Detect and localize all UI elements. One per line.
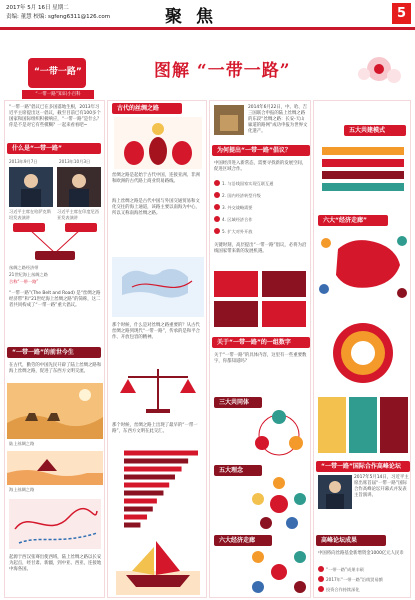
intro-text: “一带一路”倡议已在多国落地生根，2013年习近平主席提出这一倡议，截至目前已有100多个国家和国际组织积极响应，“一带一路”是什么？你是不是对它有些模糊？一起来看看吧~ xyxy=(9,105,102,128)
trade-goods-illustration xyxy=(114,117,202,169)
landmark-photo-strip xyxy=(318,397,408,453)
heritage-photo xyxy=(214,105,244,135)
reason-2: 2. 国内经济转型升级 xyxy=(222,193,261,198)
chart-bar xyxy=(124,459,188,464)
route-text: 起源于西汉张骞出使西域，陆上丝绸之路以长安为起点，经甘肃、新疆，到中亚、西亚，连接地中海各国。 xyxy=(9,555,102,572)
numbers-heading: 关于“一带一路”的一组数字 xyxy=(212,337,310,348)
land-route-caption: 陆上丝绸之路 xyxy=(9,441,35,446)
badge-ribbon: “一带一路”知识小百科 xyxy=(22,90,94,99)
badge-label: “一带一路” xyxy=(34,67,82,77)
caption-right: 习近平主席在印度尼西亚发表演讲 xyxy=(57,209,99,220)
chart-bar xyxy=(124,515,147,520)
forum-text: 2017年5月14日，习近平主席出席首届“一带一路”国际合作高峰论坛开幕式并发表主旨演讲。 xyxy=(354,475,409,498)
caption-left: 习近平主席在哈萨克斯坦发表演讲 xyxy=(9,209,51,220)
forum-photo xyxy=(318,475,352,509)
road-label: 21世纪海上丝绸之路 xyxy=(9,272,48,277)
forum-heading: “一带一路”国际合作高峰论坛 xyxy=(316,461,410,472)
reason-3: 3. 外交战略需要 xyxy=(222,205,253,210)
china-map-corridors xyxy=(318,229,408,305)
page-number: 5 xyxy=(392,3,411,24)
five-goals-diagram xyxy=(318,141,408,199)
corridor-donut-chart xyxy=(318,313,408,393)
past-present-heading: “一带一路”的前世今生 xyxy=(7,347,101,358)
definition-text: “一带一路”(The Belt and Road) 是“丝绸之路经济带”和“21世纪海上丝绸之路”的简称，这二者共同构成了“一带一路”重大倡议。 xyxy=(9,291,101,308)
corridor-heading: 六大“经济走廊” xyxy=(318,215,388,226)
bullet-icon xyxy=(214,192,220,198)
bullet-icon xyxy=(318,576,324,582)
bullet-icon xyxy=(318,586,324,592)
community-diagram xyxy=(250,409,308,461)
ancient-silk-road-heading: 古代的丝绸之路 xyxy=(112,103,182,114)
bullet-icon xyxy=(214,180,220,186)
item-2: 五大理念 xyxy=(214,465,262,476)
item-1: 三大共同体 xyxy=(214,397,262,408)
key-point-text: 关键时刻，高层提出“一带一路”倡议，必将为沿线国家带来新的发展机遇。 xyxy=(214,243,307,254)
sailing-ship-illustration xyxy=(116,535,200,595)
chart-bar xyxy=(124,523,140,528)
sea-route-caption: 海上丝绸之路 xyxy=(9,487,35,492)
corridor-diagram xyxy=(250,549,308,595)
numbers-text: 关于“一带一路”的具体内容，这里有一些重要数字，你都知道吗？ xyxy=(214,353,307,364)
what-is-heading: 什么是“一带一路” xyxy=(7,143,101,154)
icon-grid xyxy=(214,271,308,329)
fund-text: 中国将向丝路基金新增资金1000亿元人民币 xyxy=(318,551,404,556)
issue-date: 2017年 5月 16日 星期二 xyxy=(6,5,69,11)
silk-road-text-1: 丝绸之路是起始于古代中国，连接亚洲、非洲和欧洲的古代路上商业贸易路线。 xyxy=(112,173,200,184)
desert-caravan-illustration xyxy=(7,383,103,439)
chart-bar xyxy=(124,451,198,456)
outcome-heading: 高峰论坛成果 xyxy=(316,535,386,546)
why-heading: 为何提出“一带一路”倡议？ xyxy=(212,145,310,156)
bullet-icon xyxy=(214,228,220,234)
chart-bar xyxy=(124,483,169,488)
stat-2: 2017年“一带一路”沿线贸易额 xyxy=(326,577,383,582)
reason-1: 1. 与沿线国家实现互联互通 xyxy=(222,181,274,186)
flower-decoration-icon xyxy=(354,52,404,86)
past-text: 在古代，勤劳的中国先民开辟了陆上丝绸之路和海上丝绸之路，促进了东西方文明交流。 xyxy=(9,363,102,374)
chart-bar xyxy=(124,467,182,472)
world-map xyxy=(112,257,204,317)
five-ideas-diagram xyxy=(250,477,308,531)
section-title: 聚焦 xyxy=(165,7,227,27)
silk-road-text-3: 那个时候，什么是对丝绸之路重要的？从古代丝绸之路到现代“一带一路”，传承的是和平合作、开放包容的精神。 xyxy=(112,323,200,340)
leaders-photos xyxy=(9,167,101,207)
masthead xyxy=(0,0,415,34)
hero-banner xyxy=(4,34,411,96)
hero-badge xyxy=(22,54,92,102)
chart-bar xyxy=(124,507,153,512)
column-1 xyxy=(4,100,105,598)
reason-4: 4. 区域经济合作 xyxy=(222,217,253,222)
item-3: 六大经济走廊 xyxy=(214,535,272,546)
column-3 xyxy=(209,100,311,598)
editor-line: 责编: 董慧 校编: sgfeng6311@126.com xyxy=(6,14,111,20)
reason-5: 5. 扩大对外开放 xyxy=(222,229,253,234)
belt-label: 丝绸之路经济带 xyxy=(9,265,39,270)
hero-title: 图解 “一带一路” xyxy=(154,61,291,81)
stat-1: “一带一路”成果丰硕 xyxy=(326,567,364,572)
column-2 xyxy=(107,100,207,598)
stat-3: 投资合作持续深化 xyxy=(326,587,360,592)
bullet-icon xyxy=(214,204,220,210)
bullet-icon xyxy=(318,566,324,572)
heritage-text: 2014年6月22日，中、哈、吉三国联合申报的陆上丝绸之路的东段“丝绸之路：长安-天山廊道的路网”成功申报为世界文化遗产。 xyxy=(248,105,308,134)
chart-bar xyxy=(124,475,175,480)
silk-road-text-4: 那个时候，丝绸之路上出现了最早的“一带一路”，东西方文明在此交汇。 xyxy=(112,423,198,434)
chart-bar xyxy=(124,491,163,496)
trade-bar-chart xyxy=(114,449,202,529)
column-4 xyxy=(313,100,411,598)
balance-scale-icon xyxy=(116,363,200,417)
silk-road-text-2: 海上丝绸之路是古代中国与外国交通贸易和文化交往的海上通道，该路主要以南海为中心，所以又称南海丝绸之路。 xyxy=(112,199,200,216)
chart-bar xyxy=(124,499,157,504)
why-intro: 中国经济进入新常态，需要寻找新的发展空间，促进区域合作。 xyxy=(214,161,307,172)
sea-route-illustration xyxy=(7,451,103,485)
masthead-rule xyxy=(0,27,415,30)
route-map xyxy=(9,499,101,549)
concept-label: 合称“一带一路” xyxy=(9,279,39,284)
date-left: 2013年9月7日 xyxy=(9,159,38,164)
bullet-icon xyxy=(214,216,220,222)
date-right: 2013年10月3日 xyxy=(59,159,91,164)
goal-heading: 五大共建模式 xyxy=(344,125,406,136)
concept-diagram xyxy=(9,223,101,263)
